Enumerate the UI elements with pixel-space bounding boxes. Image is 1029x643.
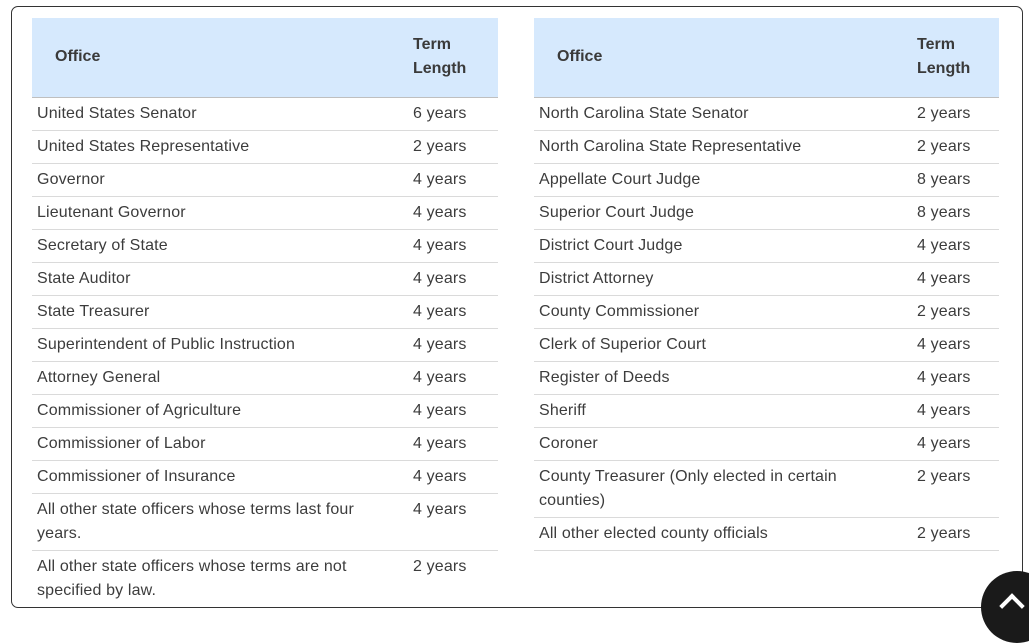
term-length-cell: 4 years — [404, 163, 498, 196]
office-cell: Lieutenant Governor — [32, 196, 404, 229]
table-row — [534, 517, 999, 550]
office-cell: United States Representative — [32, 130, 404, 163]
table-row — [534, 427, 999, 460]
column-header-office: Office — [534, 18, 908, 97]
table-row — [534, 163, 999, 196]
column-header-term-length: Term Length — [404, 18, 498, 97]
table-row — [32, 163, 498, 196]
office-cell: All other state officers whose terms last four years. — [32, 493, 404, 550]
table-row — [32, 130, 498, 163]
term-length-cell: 4 years — [908, 361, 999, 394]
office-cell: District Attorney — [534, 262, 908, 295]
office-cell: County Treasurer (Only elected in certain counties) — [534, 460, 908, 517]
state-offices-table — [32, 18, 498, 608]
office-cell: Commissioner of Agriculture — [32, 394, 404, 427]
table-row — [534, 460, 999, 517]
term-length-cell: 4 years — [404, 229, 498, 262]
term-length-cell: 4 years — [404, 262, 498, 295]
table-row — [32, 493, 498, 550]
office-cell: North Carolina State Senator — [534, 97, 908, 130]
office-cell: Clerk of Superior Court — [534, 328, 908, 361]
term-length-cell: 2 years — [404, 550, 498, 607]
office-cell: United States Senator — [32, 97, 404, 130]
office-cell: Attorney General — [32, 361, 404, 394]
term-length-cell: 4 years — [404, 328, 498, 361]
term-length-cell: 4 years — [908, 394, 999, 427]
term-length-cell: 2 years — [908, 97, 999, 130]
term-length-panel — [11, 6, 1023, 608]
table-row — [534, 229, 999, 262]
office-cell: State Treasurer — [32, 295, 404, 328]
table-row — [32, 394, 498, 427]
table-row — [32, 196, 498, 229]
term-length-cell: 4 years — [404, 361, 498, 394]
table-row — [32, 460, 498, 493]
office-cell: Sheriff — [534, 394, 908, 427]
table-header-row — [534, 18, 999, 97]
term-length-cell: 2 years — [908, 517, 999, 550]
term-length-cell: 2 years — [908, 130, 999, 163]
table-row — [534, 295, 999, 328]
term-length-cell: 2 years — [908, 295, 999, 328]
term-length-cell: 4 years — [908, 229, 999, 262]
table-row — [534, 196, 999, 229]
table-header-row — [32, 18, 498, 97]
office-cell: Appellate Court Judge — [534, 163, 908, 196]
office-cell: Secretary of State — [32, 229, 404, 262]
office-cell: Superior Court Judge — [534, 196, 908, 229]
office-cell: Commissioner of Labor — [32, 427, 404, 460]
term-length-cell: 4 years — [908, 427, 999, 460]
office-cell: Register of Deeds — [534, 361, 908, 394]
table-row — [534, 262, 999, 295]
term-length-cell: 4 years — [404, 196, 498, 229]
table-row — [32, 229, 498, 262]
office-cell: All other elected county officials — [534, 517, 908, 550]
office-cell: Commissioner of Insurance — [32, 460, 404, 493]
term-length-cell: 6 years — [404, 97, 498, 130]
table-row — [534, 130, 999, 163]
table-row — [32, 262, 498, 295]
term-length-cell: 4 years — [404, 394, 498, 427]
office-cell: Governor — [32, 163, 404, 196]
local-offices-table — [534, 18, 999, 551]
term-length-cell: 4 years — [404, 460, 498, 493]
table-row — [534, 361, 999, 394]
term-length-cell: 8 years — [908, 163, 999, 196]
office-cell: State Auditor — [32, 262, 404, 295]
office-cell: District Court Judge — [534, 229, 908, 262]
term-length-cell: 4 years — [908, 262, 999, 295]
office-cell: County Commissioner — [534, 295, 908, 328]
term-length-cell: 2 years — [404, 130, 498, 163]
term-length-cell: 2 years — [908, 460, 999, 517]
column-header-term-length: Term Length — [908, 18, 999, 97]
term-length-cell: 4 years — [404, 295, 498, 328]
table-row — [32, 427, 498, 460]
table-row — [534, 394, 999, 427]
term-length-cell: 4 years — [404, 493, 498, 550]
table-row — [534, 97, 999, 130]
table-row — [32, 328, 498, 361]
office-cell: All other state officers whose terms are not specified by law. — [32, 550, 404, 607]
table-row — [32, 295, 498, 328]
table-row — [32, 361, 498, 394]
table-row — [534, 328, 999, 361]
term-length-cell: 4 years — [908, 328, 999, 361]
term-length-cell: 8 years — [908, 196, 999, 229]
table-row — [32, 97, 498, 130]
column-header-office: Office — [32, 18, 404, 97]
table-row — [32, 550, 498, 607]
office-cell: Coroner — [534, 427, 908, 460]
office-cell: Superintendent of Public Instruction — [32, 328, 404, 361]
office-cell: North Carolina State Representative — [534, 130, 908, 163]
term-length-cell: 4 years — [404, 427, 498, 460]
